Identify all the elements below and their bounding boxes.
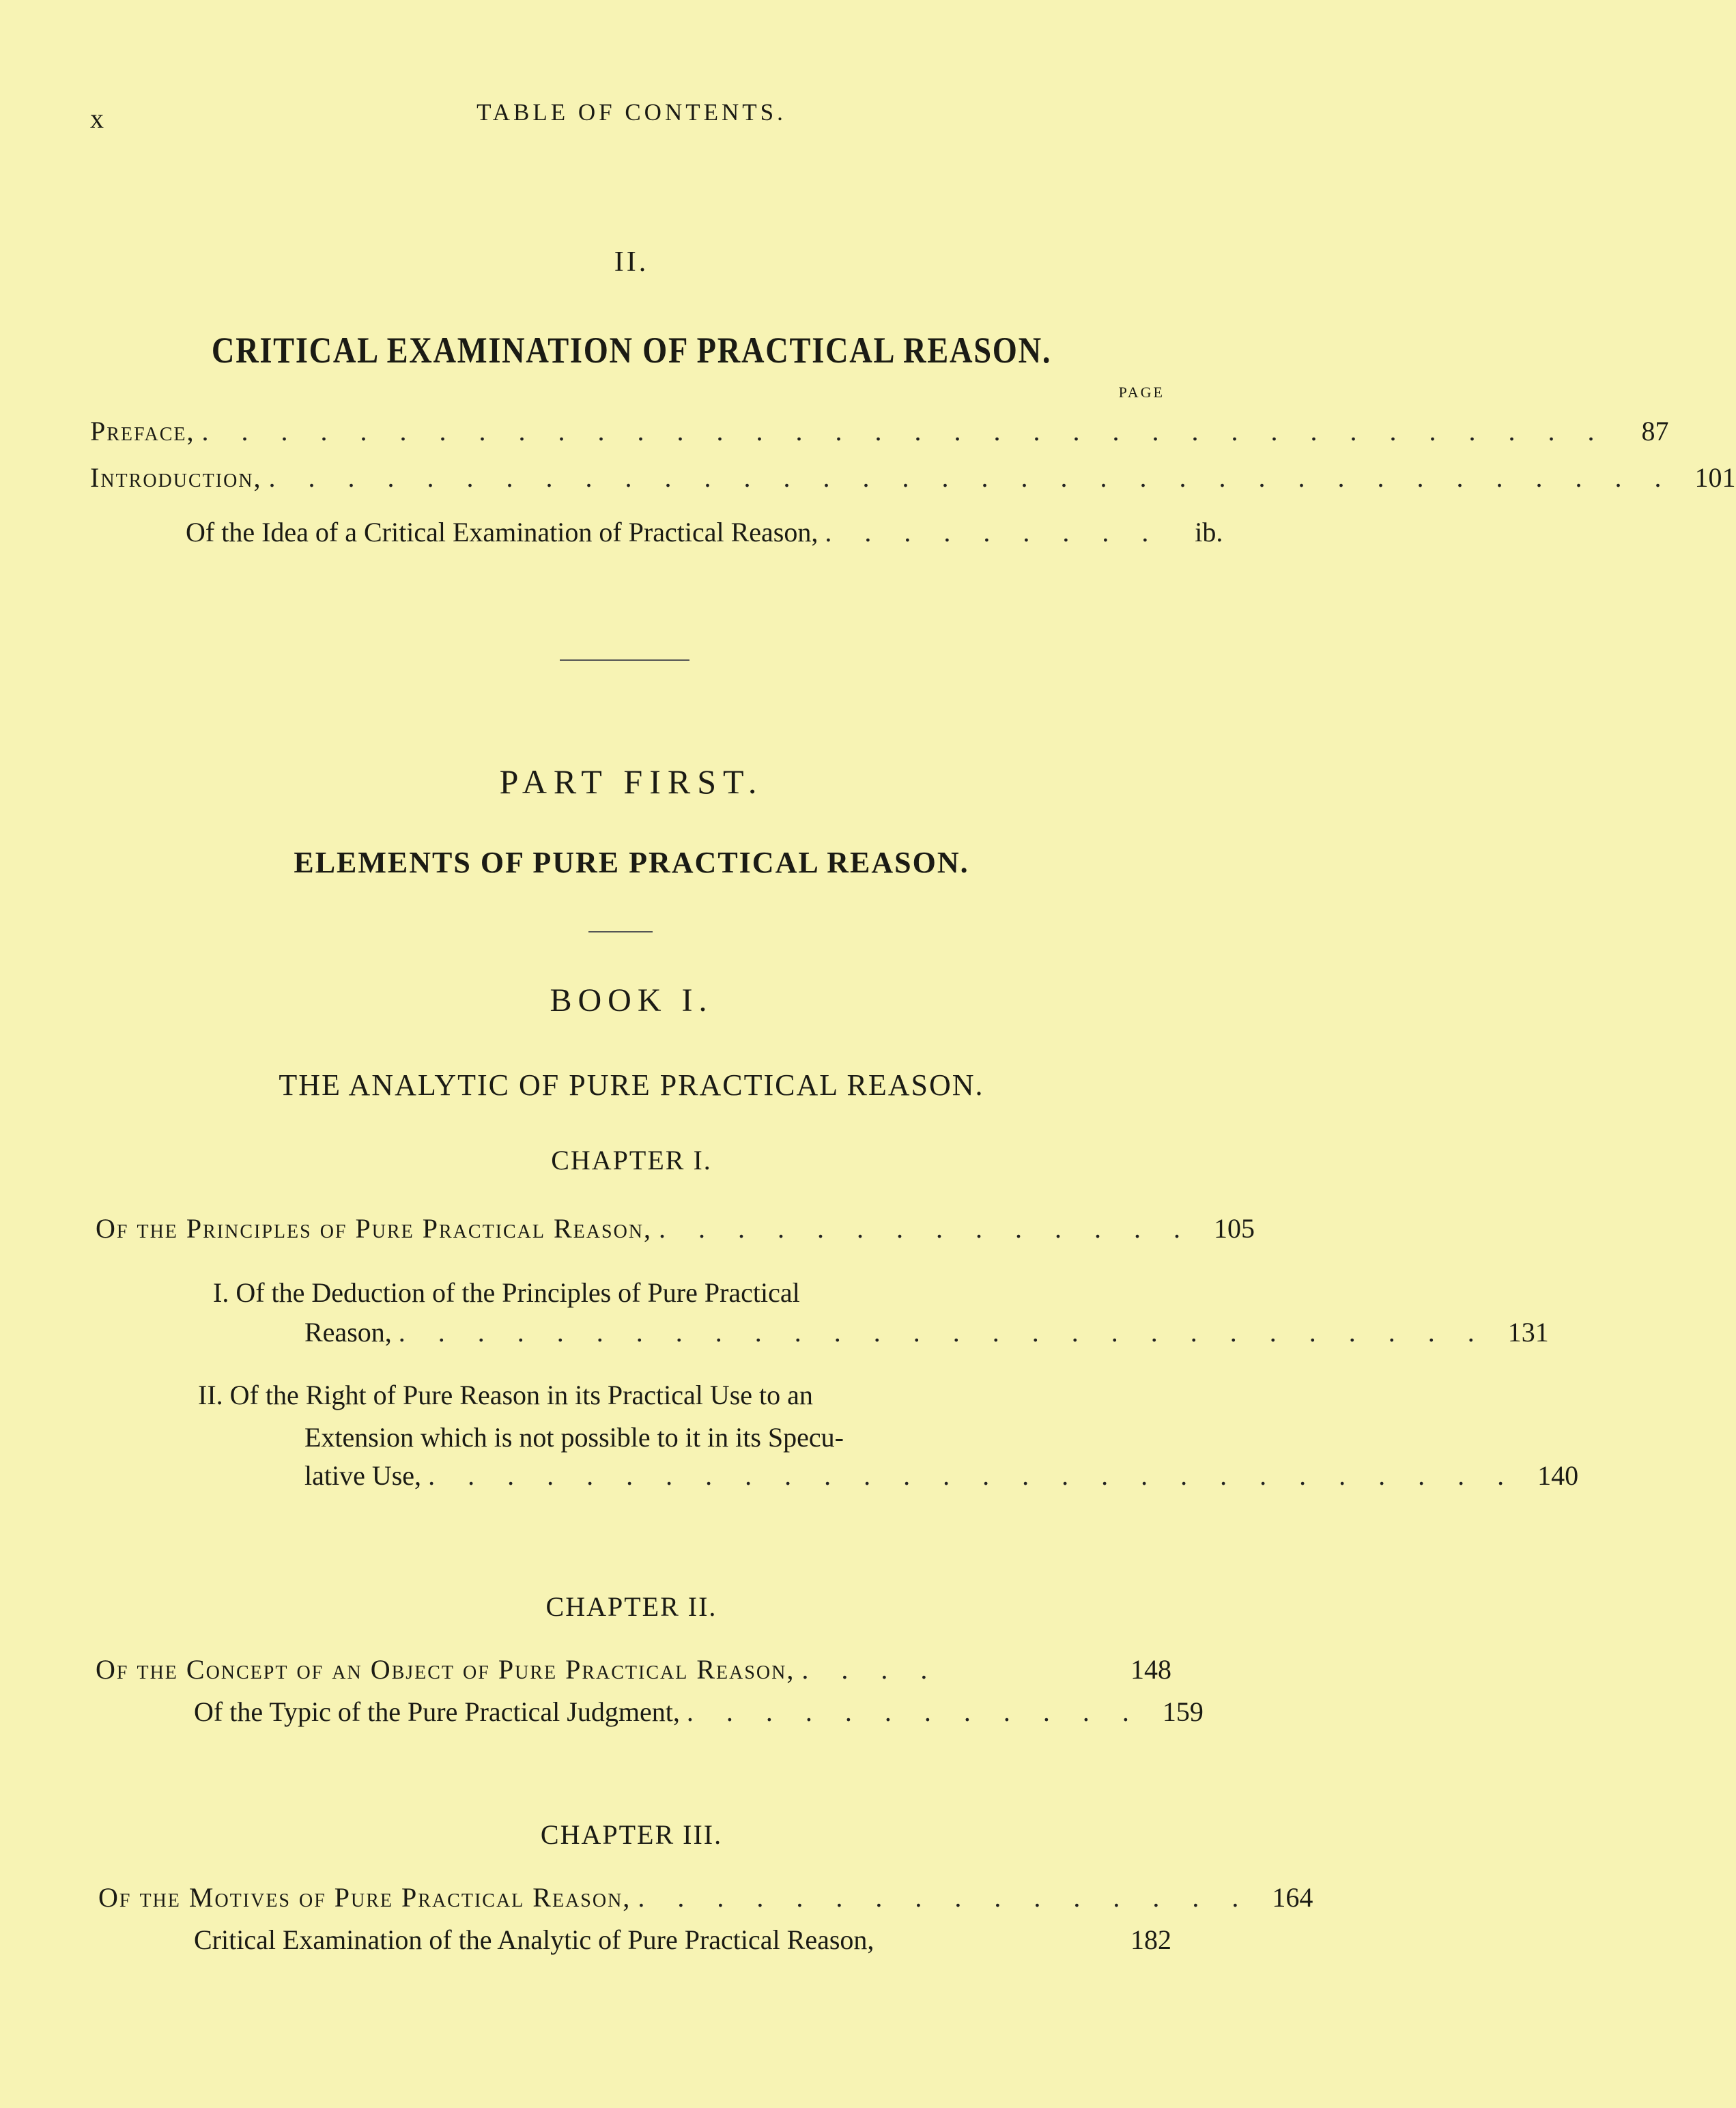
toc-entry-text: Introduction, — [90, 462, 262, 493]
dot-leader: . . . . . . . . . . . . . . . . . . . . . . . . . . . . . . . . . . . . — [201, 416, 1608, 446]
toc-entry-text: Preface, — [90, 416, 195, 446]
part-heading: PART FIRST. — [499, 763, 764, 801]
toc-entry-introduction[interactable] — [90, 462, 1736, 493]
dot-leader: . . . . . . . . . . . . — [686, 1696, 1142, 1727]
page-number: x — [90, 103, 104, 134]
toc-entry-text: Of the Principles of Pure Practical Reason, — [96, 1213, 653, 1244]
toc-entry-text: Of the Concept of an Object of Pure Practical Reason, — [96, 1654, 795, 1685]
page-column-label: PAGE — [1118, 384, 1165, 401]
toc-page-number: 101 — [1694, 462, 1736, 493]
toc-entry-typic[interactable] — [194, 1696, 1204, 1727]
toc-entry-motives[interactable] — [98, 1882, 1313, 1913]
toc-page-number: 159 — [1162, 1696, 1204, 1727]
toc-entry-concept[interactable] — [96, 1656, 1171, 1683]
toc-page-number: 140 — [1537, 1460, 1579, 1491]
toc-page-number: 182 — [1130, 1924, 1171, 1955]
dot-leader: . . . . . . . . . — [825, 517, 1162, 547]
toc-page-number: 87 — [1641, 416, 1669, 446]
book-subtitle: THE ANALYTIC OF PURE PRACTICAL REASON. — [279, 1068, 984, 1102]
toc-page-number: 148 — [1130, 1654, 1171, 1685]
toc-entry-text: lative Use, — [304, 1460, 422, 1491]
toc-entry-idea[interactable] — [186, 517, 1223, 547]
toc-subentry-line: Extension which is not possible to it in its Specu- — [304, 1422, 844, 1453]
toc-subentry-line: II. Of the Right of Pure Reason in its Practical Use to an — [198, 1380, 813, 1410]
chapter-3-heading: CHAPTER III. — [540, 1819, 723, 1850]
toc-page-number: 131 — [1507, 1317, 1549, 1348]
dot-leader: . . . . — [801, 1654, 941, 1685]
toc-entry-critical-examination[interactable] — [194, 1926, 1171, 1954]
division-number: II. — [614, 246, 649, 278]
dot-leader: . . . . . . . . . . . . . . . . . . . . . . . . . . . . — [398, 1317, 1488, 1348]
chapter-2-heading: CHAPTER II. — [545, 1591, 717, 1622]
toc-entry-text: Of the Motives of Pure Practical Reason, — [98, 1882, 631, 1913]
section-title: CRITICAL EXAMINATION OF PRACTICAL REASON. — [211, 330, 1052, 371]
dot-leader: . . . . . . . . . . . . . . . . — [638, 1882, 1252, 1913]
toc-page-number: 105 — [1214, 1213, 1255, 1244]
section-divider — [560, 659, 689, 661]
toc-entry-text: Critical Examination of the Analytic of Pure Practical Reason, — [194, 1924, 874, 1955]
dot-leader: . . . . . . . . . . . . . . — [659, 1213, 1194, 1244]
chapter-1-heading: CHAPTER I. — [551, 1145, 712, 1176]
toc-entry-text: Reason, — [304, 1317, 392, 1348]
toc-entry-principles[interactable] — [96, 1213, 1255, 1244]
part-subtitle: ELEMENTS OF PURE PRACTICAL REASON. — [294, 846, 969, 879]
toc-entry-deduction[interactable] — [304, 1317, 1549, 1348]
book-heading: BOOK I. — [550, 982, 713, 1019]
toc-subentry-line: I. Of the Deduction of the Principles of Pure Practical — [213, 1277, 800, 1308]
toc-entry-preface[interactable] — [90, 416, 1669, 446]
dot-leader: . . . . . . . . . . . . . . . . . . . . . . . . . . . . — [428, 1460, 1518, 1491]
toc-page-number: 164 — [1272, 1882, 1313, 1913]
toc-page-number: ib. — [1195, 517, 1223, 547]
toc-entry-text: Of the Idea of a Critical Examination of Practical Reason, — [186, 517, 819, 547]
running-title: TABLE OF CONTENTS. — [476, 99, 786, 126]
toc-entry-text: Of the Typic of the Pure Practical Judgment, — [194, 1696, 680, 1727]
toc-entry-right-of-pure-reason[interactable] — [304, 1460, 1579, 1491]
section-divider — [588, 931, 653, 932]
dot-leader: . . . . . . . . . . . . . . . . . . . . . . . . . . . . . . . . . . . . — [268, 462, 1675, 493]
